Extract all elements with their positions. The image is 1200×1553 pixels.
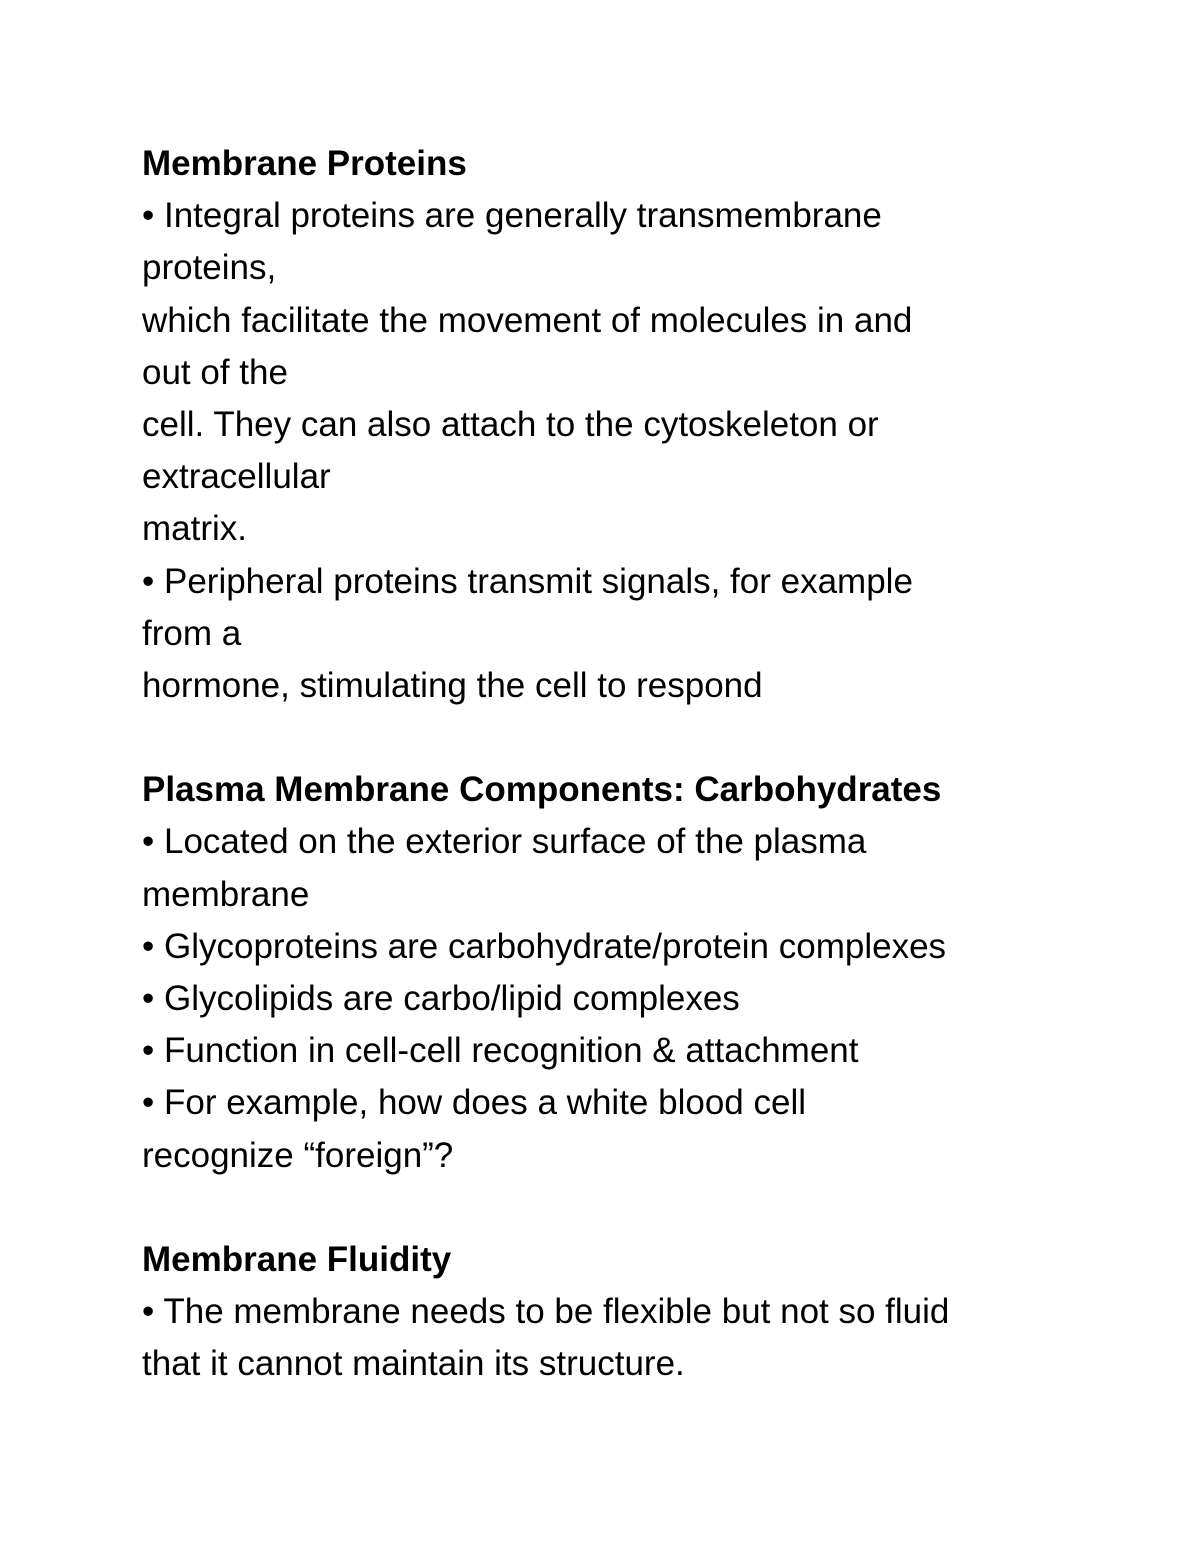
text-line: • Function in cell-cell recognition & attachment [142,1031,859,1071]
section-heading: Membrane Proteins [142,144,467,183]
text-line: that it cannot maintain its structure. [142,1344,685,1384]
section-carbohydrates [142,764,1122,1182]
paragraph-gap [142,1182,1122,1234]
text-line: cell. They can also attach to the cytoskeleton or [142,404,879,444]
text-line: recognize “foreign”? [142,1135,454,1175]
section-heading: Plasma Membrane Components: Carbohydrates [142,770,942,810]
text-line: out of the [142,352,288,392]
text-line: • Integral proteins are generally transmembrane [142,196,882,236]
text-line: • The membrane needs to be flexible but not so fluid [142,1292,950,1332]
text-line: which facilitate the movement of molecules in and [142,300,913,340]
text-line: from a [142,613,242,653]
text-line: matrix. [142,509,247,549]
text-line: • Peripheral proteins transmit signals, for example [142,561,913,601]
section-heading: Membrane Fluidity [142,1239,452,1279]
section-membrane-fluidity [142,1234,1122,1391]
section-membrane-proteins [142,138,1122,712]
text-line: proteins, [142,248,277,288]
text-line: membrane [142,874,310,914]
text-line: • Glycolipids are carbo/lipid complexes [142,979,740,1018]
text-line: • For example, how does a white blood cell [142,1083,806,1123]
text-line: • Located on the exterior surface of the plasma [142,822,867,862]
text-line: extracellular [142,457,331,497]
text-line: hormone, stimulating the cell to respond [142,665,763,705]
paragraph-gap [142,712,1122,764]
text-line: • Glycoproteins are carbohydrate/protein complexes [142,926,947,966]
document-body [142,138,1122,1391]
